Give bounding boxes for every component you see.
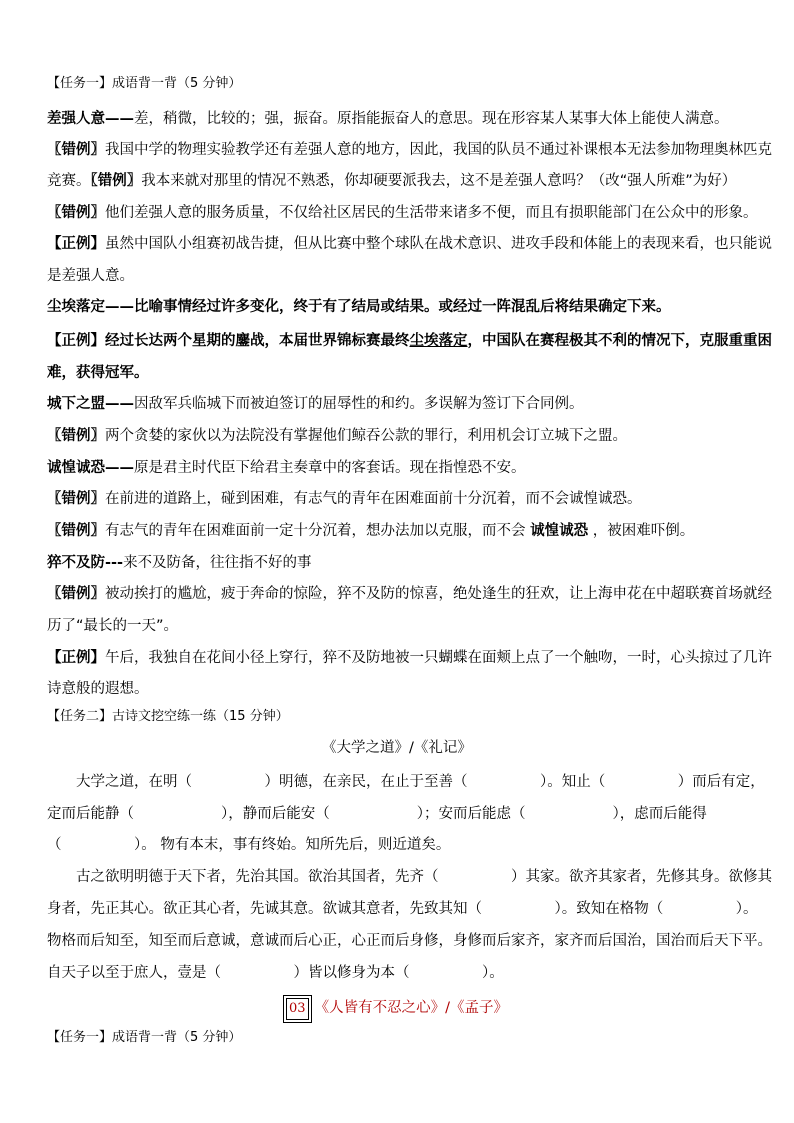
example-label: 〖错例〗 <box>47 586 105 602</box>
example-label: 〖错例〗 <box>47 428 105 444</box>
daxue-title <box>0 738 794 758</box>
example-text: 竞赛。 <box>47 173 91 189</box>
idiom5-example2-cont <box>47 679 149 699</box>
daxue-p2-line1 <box>76 867 772 887</box>
idiom1-term: 差强人意—— <box>47 111 134 127</box>
example-text: 在前进的道路上，碰到困难，有志气的青年在困难面前十分沉着，而不会诚惶诚恐。 <box>105 491 642 507</box>
passage-text: 古之欲明明德于天下者，先治其国。欲治其国者，先齐（ ）其家。欲齐其家者，先修其身。欲修其 <box>76 869 772 885</box>
example-text: 虽然中国队小组赛初战告捷，但从比赛中整个球队在战术意识、进攻手段和体能上的表现来看，也只能说 <box>105 236 772 252</box>
idiom5-term: 猝不及防--- <box>47 555 124 571</box>
daxue-p2-line2 <box>47 899 758 919</box>
example-text: ，中国队在赛程极其不利的情况下，克服重重困 <box>467 333 772 349</box>
daxue-p1-line2 <box>47 804 707 824</box>
idiom1-example1 <box>47 140 772 160</box>
idiom4-definition <box>47 458 526 478</box>
task1-bracket: 【任务一】 <box>47 76 113 91</box>
idiom3-term: 城下之盟—— <box>47 396 134 412</box>
example-text: ，被困难吓倒。 <box>588 523 695 539</box>
example-text: 两个贪婪的家伙以为法院没有掌握他们鲸吞公款的罪行，利用机会订立城下之盟。 <box>105 428 627 444</box>
task2-title: 古诗文挖空练一练（15 分钟） <box>112 709 289 724</box>
section3-heading <box>0 998 794 1020</box>
idiom2-definition <box>47 297 671 317</box>
idiom2-example-cont <box>47 363 149 383</box>
example-text: 难，获得冠军。 <box>47 365 149 381</box>
daxue-title-text: 《大学之道》/《礼记》 <box>322 740 472 756</box>
idiom4-example1 <box>47 489 642 509</box>
example-text: 我国中学的物理实验教学还有差强人意的地方，因此，我国的队员不通过补课根本无法参加物理奥林匹克 <box>105 142 772 158</box>
task3-heading <box>47 1028 241 1048</box>
idiom1-example3 <box>47 234 772 254</box>
passage-text: 定而后能静（ ），静而后能安（ ）；安而后能虑（ ），虑而后能得 <box>47 806 707 822</box>
example-label: 〖错例〗 <box>47 491 105 507</box>
task1-heading <box>47 74 241 94</box>
idiom4-def: 原是君主时代臣下给君主奏章中的客套话。现在指惶恐不安。 <box>134 460 526 476</box>
example-text: 有志气的青年在困难面前一定十分沉着，想办法加以克服，而不会 <box>105 523 531 539</box>
idiom3-def: 因敌军兵临城下而被迫签订的屈辱性的和约。多误解为签订下合同例。 <box>134 396 584 412</box>
underlined-idiom: 尘埃落定 <box>409 333 468 349</box>
idiom1-definition <box>47 109 729 129</box>
task1-title: 成语背一背（5 分钟） <box>112 76 242 91</box>
task3-bracket: 【任务一】 <box>47 1030 113 1045</box>
idiom5-example1 <box>47 584 772 604</box>
idiom5-definition <box>47 553 312 573</box>
example-label: 〖错例〗 <box>47 205 105 221</box>
idiom5-example1-cont <box>47 616 178 636</box>
task2-heading <box>47 707 289 727</box>
example-text: 午后，我独自在花间小径上穿行，猝不及防地被一只蝴蝶在面颊上点了一个触吻，一时，心头掠过了几许 <box>105 650 772 666</box>
idiom3-definition <box>47 394 584 414</box>
passage-text: 身者，先正其心。欲正其心者，先诚其意。欲诚其意者，先致其知（ ）。致知在格物（ ）。 <box>47 901 758 917</box>
example-label: 〖错例〗 <box>47 142 105 158</box>
example-label: 〖错例〗 <box>90 173 142 189</box>
daxue-p2-line4 <box>47 963 504 983</box>
daxue-p1-line1 <box>76 772 765 792</box>
example-text: 是差强人意。 <box>47 268 134 284</box>
example-text: 经过长达两个星期的鏖战，本届世界锦标赛最终 <box>105 333 410 349</box>
idiom5-def: 来不及防备，往往指不好的事 <box>123 555 312 571</box>
bold-idiom: 诚惶诚恐 <box>530 523 589 539</box>
passage-text: （ ）。 物有本末，事有终始。知所先后，则近道矣。 <box>47 837 451 853</box>
example-text: 被动挨打的尴尬，疲于奔命的惊险，猝不及防的惊喜，绝处逢生的狂欢，让上海申花在中超联赛首场就经 <box>105 586 772 602</box>
example-text: 历了“最长的一天”。 <box>47 618 179 634</box>
example-text: 他们差强人意的服务质量，不仅给社区居民的生活带来诸多不便，而且有损职能部门在公众中的形象。 <box>105 205 758 221</box>
idiom1-example1-cont <box>47 171 736 191</box>
daxue-p1-line3 <box>47 835 450 855</box>
example-text: 诗意般的遐想。 <box>47 681 149 697</box>
idiom1-example3-cont <box>47 266 134 286</box>
idiom2-text: 尘埃落定——比喻事情经过许多变化，终于有了结局或结果。或经过一阵混乱后将结果确定下来。 <box>47 299 671 315</box>
section3-title: 《人皆有不忍之心》/《孟子》 <box>314 1000 508 1016</box>
task2-bracket: 【任务二】 <box>47 709 113 724</box>
idiom5-example2 <box>47 648 772 668</box>
task3-title: 成语背一背（5 分钟） <box>112 1030 242 1045</box>
example-label: 【正例】 <box>47 236 105 252</box>
passage-text: 物格而后知至，知至而后意诚，意诚而后心正，心正而后身修，身修而后家齐，家齐而后国治，国治而后天下平。 <box>47 933 772 949</box>
example-label: 〖错例〗 <box>47 523 105 539</box>
idiom1-example2 <box>47 203 758 223</box>
idiom1-def: 差，稍微，比较的；强，振奋。原指能振奋人的意思。现在形容某人某事大体上能使人满意。 <box>134 111 729 127</box>
idiom3-example <box>47 426 627 446</box>
example-label: 【正例】 <box>47 333 105 349</box>
idiom4-term: 诚惶诚恐—— <box>47 460 134 476</box>
passage-text: 大学之道，在明（ ）明德，在亲民，在止于至善（ ）。知止（ ）而后有定， <box>76 774 765 790</box>
passage-text: 自天子以至于庶人，壹是（ ）皆以修身为本（ ）。 <box>47 965 504 981</box>
section-number-badge: 03 <box>286 998 309 1020</box>
example-text: 我本来就对那里的情况不熟悉，你却硬要派我去，这不是差强人意吗？（改“强人所难”为好） <box>141 173 737 189</box>
example-label: 【正例】 <box>47 650 105 666</box>
idiom4-example2 <box>47 521 694 541</box>
idiom2-example <box>47 331 772 351</box>
daxue-p2-line3 <box>47 931 772 951</box>
